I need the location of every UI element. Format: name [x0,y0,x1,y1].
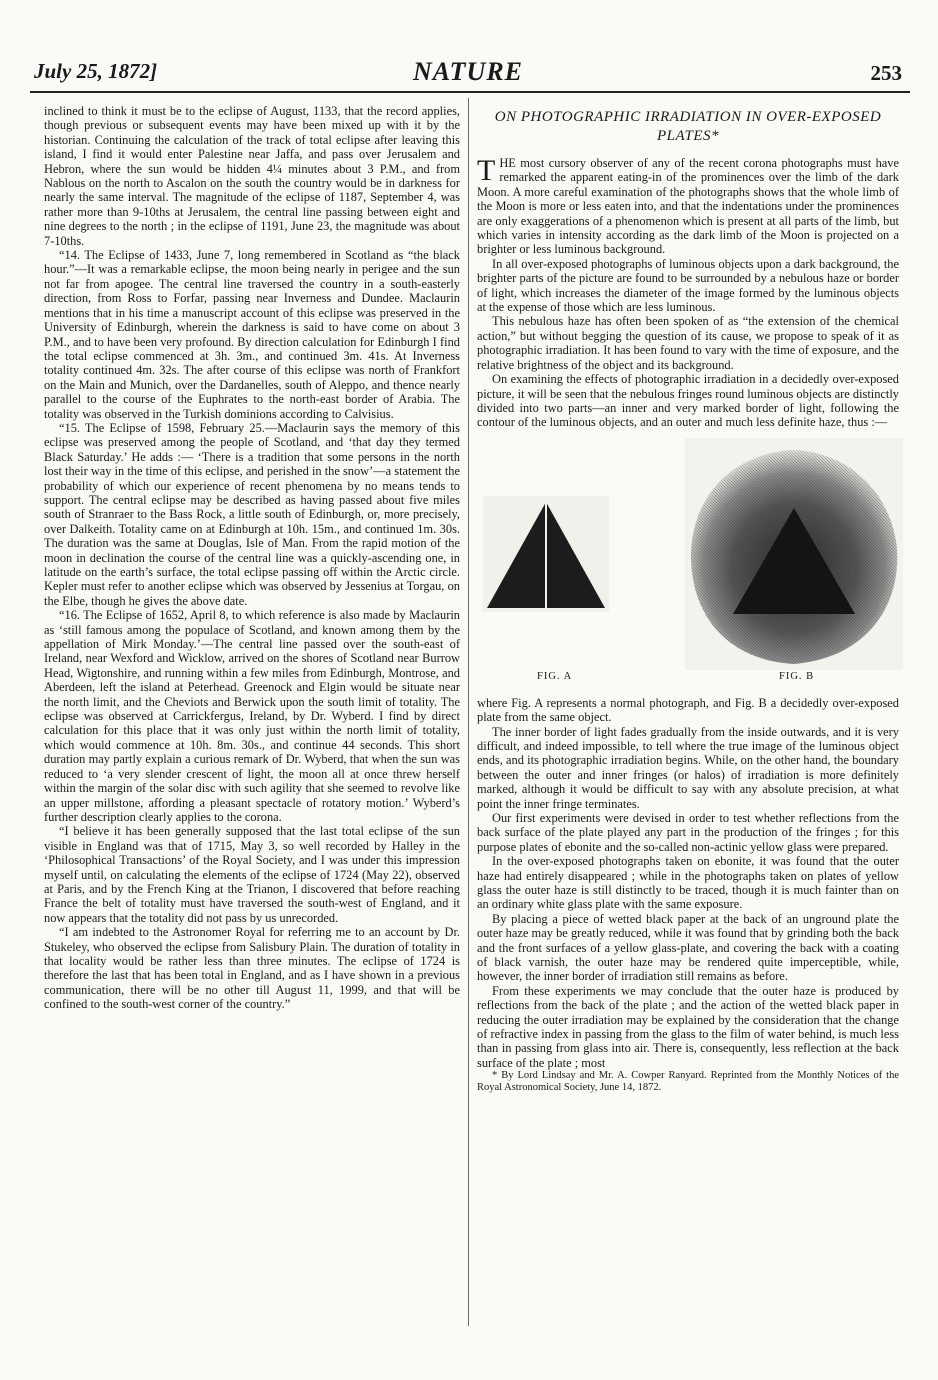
column-divider [468,98,469,1326]
article-paragraph: This nebulous haze has often been spoken of as “the extension of the chemical action,” but without begging the question of its cause, we propose to speak of it as photographic irradiation. It has been found to vary with the time of exposure, and the relative brightness of the object and its background. [477,314,899,372]
running-header [28,55,908,89]
article-paragraph: In the over-exposed photographs taken on ebonite, it was found that the outer haze had entirely disappeared ; while in the photographs taken on plates of yellow glass the outer haze is still distinctly to be traced, though it is much fainter than on an ordinary white glass plate with the same exposure. [477,854,899,912]
left-paragraph: “I believe it has been generally supposed that the last total eclipse of the sun visible in England was that of 1715, May 3, so well recorded by Halley in the ‘Philosophical Transactions’ of the Royal Society, and I was under this impression myself until, on calculating the elements of the eclipse of 1724 (May 22), observed at Paris, and by the French King at the Trianon, I discovered that before reaching France the belt of totality must have traversed the south-west of England, and it now appears that the totality did not pass by us unrecorded. [44,824,460,925]
figure-b-label: FIG. B [779,670,815,682]
left-column [44,104,460,1012]
left-paragraph: inclined to think it must be to the eclipse of August, 1133, that the record applies, though previous or subsequent events may have been mixed up with it by the historian. Continuing the calculation of the track of total eclipse after leaving this island, I find it would enter Palestine near Jaffa, and pass over Jerusalem and Hebron, where the sun would be hidden 4¼ minutes about 3 P.M., and from Nablous on the north to Ascalon on the south the country would be in darkness for nearly the same interval. The magnitude of the eclipse of 1187, September 4, was rather more than 9-10ths at Jerusalem, the central line passing between eight and nine degrees to the north ; in the eclipse of 1191, June 23, the magnitude was about 7-10ths. [44,104,460,248]
article-first-paragraph [477,156,899,257]
figure-b-overexposed-plate [685,438,903,670]
page-number: 253 [870,61,902,85]
header-rule [30,91,910,93]
journal-title: NATURE [412,57,524,86]
first-paragraph-text: HE most cursory observer of any of the recent corona photographs must have remarked the apparent eating-in of the prominences over the limb of the dark Moon. A more careful examination of the photographs shows that the whole limb of the Moon is more or less eaten into, and that the indentations under the prominences are only exaggerations of a phenomenon which is present at all parts of the limb, but which varies in intensity according as the dark limb of the Moon is projected on a brighter or less luminous background. [477,156,899,257]
article-paragraph: Our first experiments were devised in order to test whether reflections from the back surface of the plate played any part in the production of the fringes ; for this purpose plates of ebonite and the so-called non-actinic yellow glass were prepared. [477,810,899,854]
article-paragraph: In all over-exposed photographs of luminous objects upon a dark background, the brighter parts of the picture are found to be surrounded by a nebulous haze or border of light, which increases the diameter of the image formed by the luminous objects at the expense of those which are less luminous. [477,256,899,315]
article-title: ON PHOTOGRAPHIC IRRADIATION IN OVER-EXPOSED PLATES* [494,109,882,144]
right-column [477,108,899,1094]
article-paragraph: On examining the effects of photographic irradiation in a decidedly over-exposed picture, it will be seen that the nebulous fringes round luminous objects are distinctly divided into two parts—an inner and very marked border of light, following the contour of the luminous objects, and an outer and much less definite haze, thus :— [477,372,899,430]
drop-cap: T [477,154,496,187]
issue-date: July 25, 1872] [34,59,158,83]
figures [477,438,899,690]
article-paragraph: where Fig. A represents a normal photograph, and Fig. B a decidedly over-exposed plate from the same object. [477,695,899,725]
figure-a-label: FIG. A [537,670,573,682]
figure-a-normal-photograph [483,496,609,612]
left-paragraph: “16. The Eclipse of 1652, April 8, to which reference is also made by Maclaurin as ‘still famous among the populace of Scotland, and known among them by the appellation of Mirk Monday.’—The central line passed over the south-east of Ireland, near Wexford and Wicklow, arrived on the shores of Scotland near Burrow Head, Wigtonshire, and running within a few miles from Edinburgh, Montrose, and Aberdeen, left the island at Peterhead. Greenock and Elgin would be situate near the north limit, and the Cheviots and Berwick upon the south limit of totality. The eclipse was observed at Carrickfergus, Ireland, by Dr. Wyberd. I find by direct calculation for this place that it was only just within the north limit of totality, which would commence at 10h. 8m. 30s., and continue 44 seconds. This short duration may partly explain a curious remark of Dr. Wyberd, that when the sun was reduced to ‘a very slender crescent of light, the moon all at once threw herself within the margin of the solar disc with such agility that she seemed to revolve like an upper millstone, affording a pleasant spectacle of rotatory motion.’ Wyberd’s further description clearly applies to the corona. [44,608,460,824]
left-paragraph: “14. The Eclipse of 1433, June 7, long remembered in Scotland as “the black hour.”—It was a remarkable eclipse, the moon being nearly in perigee and the sun not far from apogee. The central line traversed the country in a south-easterly direction, from Ross to Forfar, passing near Inverness and Dundee. Maclaurin mentions that in his time a manuscript account of this eclipse was preserved in the University of Edinburgh, wherein the darkness is said to have come on about 3 P.M., and to have been very profound. By direction calculation for Edinburgh I find the total eclipse commenced at 3h. 3m., and continued 3m. 41s. At Inverness totality continued 4m. 32s. The after course of this eclipse was north of Frankfort on the Main and Munich, over the Dardanelles, south of Aleppo, and thence nearly parallel to the course of the Euphrates to the north-east border of Arabia. The totality was observed in the Turkish dominions according to Calvisius. [44,248,460,421]
left-paragraph: “15. The Eclipse of 1598, February 25.—Maclaurin says the memory of this eclipse was preserved among the people of Scotland, and ‘that day they termed Black Saturday.’ He adds :— ‘There is a tradition that some persons in the north lost their way in the time of this eclipse, and perished in the snow’—a statement the probability of which our experience of recent phenomena by no means tends to support. The central eclipse may be described as having passed about five miles south of Stranraer to the Bass Rock, a little south of Edinburgh, or, more precisely, over Dalkeith. Totality came on at Edinburgh at 10h. 15m., and continued 1m. 30s. The duration was the same at Douglas, Isle of Man. From the rapid motion of the moon in declination the course of the central line was a quickly-ascending one, in latitude on the earth’s surface, the total eclipse passing off within the Arctic circle. Kepler must refer to another eclipse which was observed by Jessenius at Torgau, on the Elbe, though he gives the above date. [44,420,460,608]
article-paragraph: By placing a piece of wetted black paper at the back of an unground plate the outer haze may be greatly reduced, while it was found that by grinding both the back and the front surfaces of a yellow glass-plate, and covering the back with a coating of black varnish, the outer haze may be rendered quite imperceptible, while, however, the inner border of irradiation still remains as before. [477,911,899,984]
left-paragraph: “I am indebted to the Astronomer Royal for referring me to an account by Dr. Stukeley, who observed the eclipse from Salisbury Plain. The duration of totality in that locality would be rather less than three minutes. The eclipse of 1724 is therefore the last that has been total in England, and as I have shown in a previous communication, there will be no other till August 11, 1999, and that will be confined to the south-west corner of the country.” [44,925,460,1012]
footnote: * By Lord Lindsay and Mr. A. Cowper Ranyard. Reprinted from the Monthly Notices of the Royal Astronomical Society, June 14, 1872. [477,1070,899,1094]
article-paragraph: From these experiments we may conclude that the outer haze is produced by reflections from the back of the plate ; and the action of the wetted black paper in reducing the outer irradiation may be explained by the consideration that the change of refractive index in passing from the glass to the film of water behind, is much less than in passing from glass into air. There is, consequently, less reflection at the back surface of the plate ; most [477,983,899,1070]
article-paragraph: The inner border of light fades gradually from the inside outwards, and it is very difficult, and indeed impossible, to tell where the true image of the luminous object ends, and its photographic irradiation begins. While, on the other hand, the boundary between the outer and inner fringes (or halos) of irradiation is more definitely marked, although it would be difficult to say with any absolute precision, at what point the inner fringe terminates. [477,724,899,811]
